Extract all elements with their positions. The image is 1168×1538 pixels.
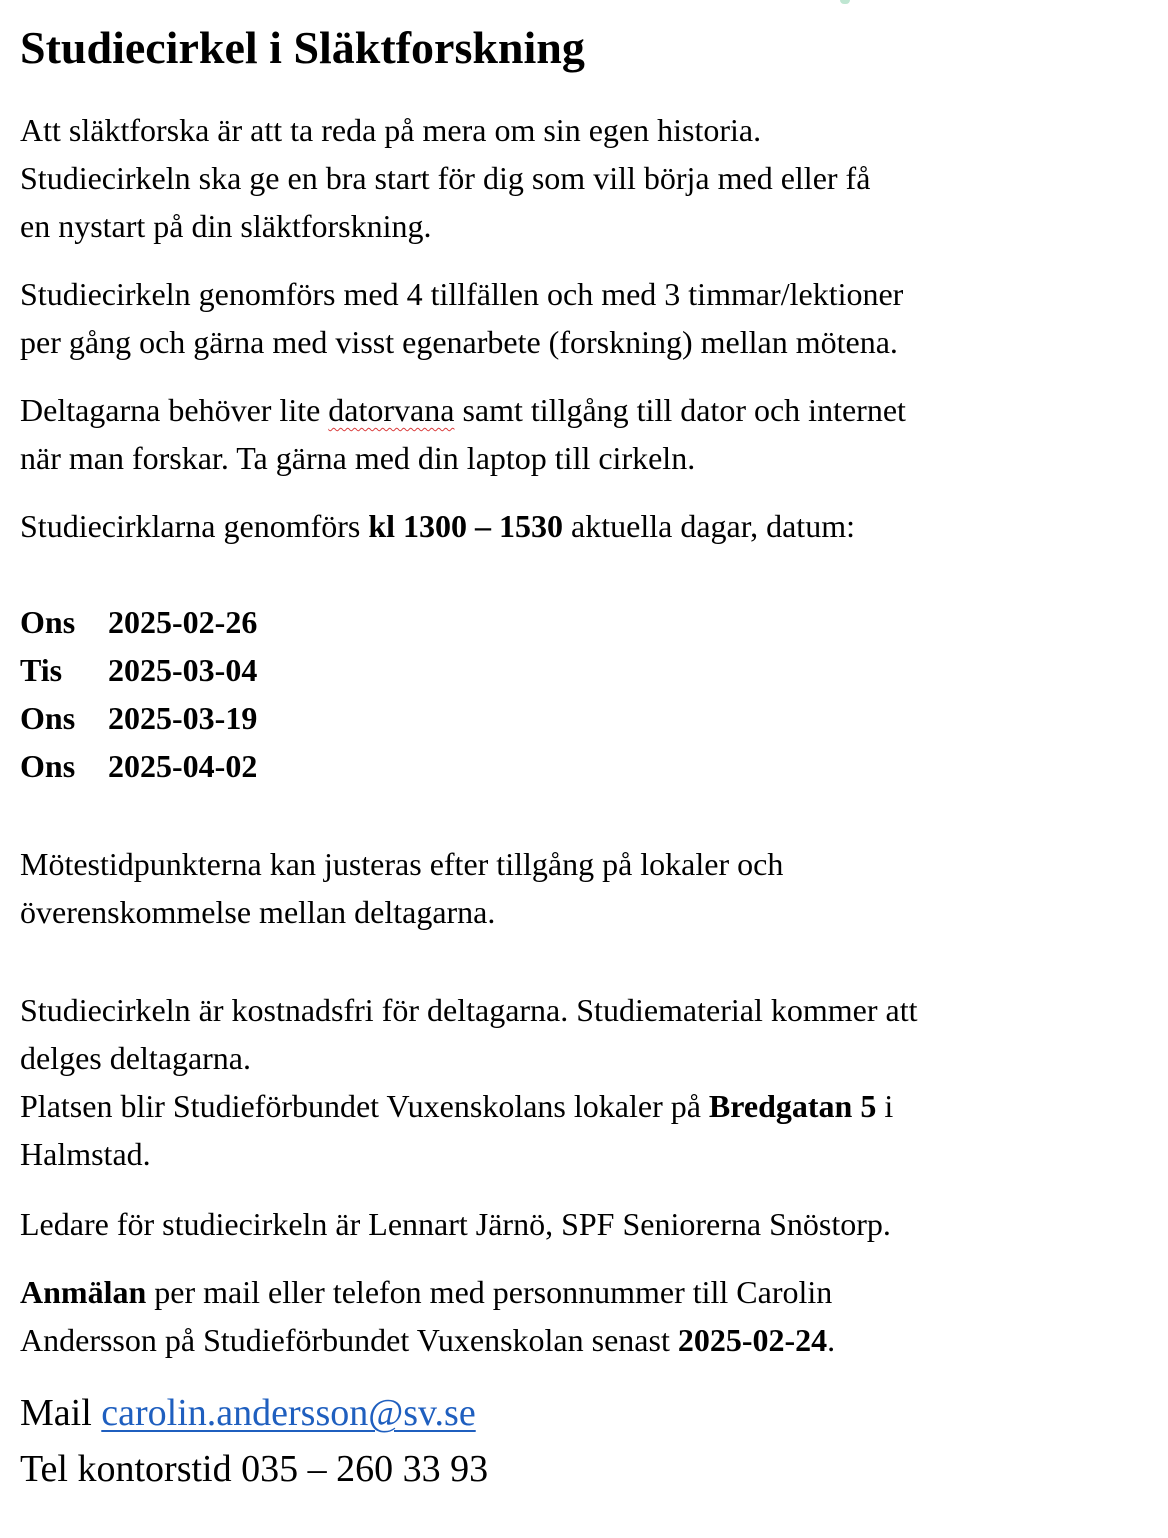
requirements-text-a: Deltagarna behöver lite <box>20 392 329 428</box>
date-value: 2025-02-26 <box>108 604 258 640</box>
signup-line-1 <box>20 1268 835 1316</box>
signup-text-c: . <box>827 1322 836 1358</box>
date-row <box>20 694 257 742</box>
contact-block <box>20 1385 488 1497</box>
signup-text-a: per mail eller telefon med personnummer till Carolin <box>146 1274 833 1310</box>
requirements-paragraph <box>20 386 906 482</box>
intro-line-3: en nystart på din släktforskning. <box>20 208 432 244</box>
date-value: 2025-04-02 <box>108 748 258 784</box>
adjust-paragraph <box>20 840 783 936</box>
date-list <box>20 598 257 790</box>
date-day: Tis <box>20 652 63 688</box>
format-line-1: Studiecirkeln genomförs med 4 tillfällen och med 3 timmar/lektioner <box>20 276 904 312</box>
location-text-b: i <box>876 1088 894 1124</box>
location-address: Bredgatan 5 <box>708 1088 877 1124</box>
date-row <box>20 742 257 790</box>
signup-paragraph <box>20 1268 835 1364</box>
corner-decoration <box>840 0 850 4</box>
date-value: 2025-03-19 <box>108 700 258 736</box>
cost-line-3 <box>20 1082 917 1130</box>
schedule-paragraph <box>20 502 855 550</box>
requirements-line-2: när man forskar. Ta gärna med din laptop till cirkeln. <box>20 440 696 476</box>
requirements-text-b: samt tillgång till dator och internet <box>454 392 906 428</box>
location-text-a: Platsen blir Studieförbundet Vuxenskolans lokaler på <box>20 1088 709 1124</box>
schedule-text-b: aktuella dagar, datum: <box>563 508 855 544</box>
signup-label: Anmälan <box>20 1274 147 1310</box>
schedule-time: kl 1300 – 1530 <box>368 508 564 544</box>
date-day: Ons <box>20 700 76 736</box>
page-title: Studiecirkel i Släktforskning <box>20 22 585 73</box>
cost-line-1: Studiecirkeln är kostnadsfri för deltagarna. Studiematerial kommer att <box>20 992 918 1028</box>
leader-paragraph: Ledare för studiecirkeln är Lennart Järnö, SPF Seniorerna Snöstorp. <box>20 1206 891 1242</box>
requirements-line-1 <box>20 386 906 434</box>
mail-line <box>20 1385 488 1441</box>
format-paragraph <box>20 270 903 366</box>
signup-text-b: Andersson på Studieförbundet Vuxenskolan senast <box>20 1322 678 1358</box>
phone-line: Tel kontorstid 035 – 260 33 93 <box>20 1448 489 1490</box>
cost-line-2: delges deltagarna. <box>20 1040 251 1076</box>
schedule-text-a: Studiecirklarna genomförs <box>20 508 369 544</box>
cost-line-4: Halmstad. <box>20 1136 151 1172</box>
cost-paragraph <box>20 986 917 1178</box>
date-value: 2025-03-04 <box>108 652 258 688</box>
date-day: Ons <box>20 604 76 640</box>
email-link[interactable]: carolin.andersson@sv.se <box>101 1392 476 1434</box>
intro-paragraph <box>20 106 870 250</box>
signup-deadline: 2025-02-24 <box>677 1322 828 1358</box>
adjust-line-2: överenskommelse mellan deltagarna. <box>20 894 496 930</box>
intro-line-1: Att släktforska är att ta reda på mera om sin egen historia. <box>20 112 762 148</box>
mail-label: Mail <box>20 1392 102 1434</box>
date-day: Ons <box>20 748 76 784</box>
format-line-2: per gång och gärna med visst egenarbete (forskning) mellan mötena. <box>20 324 898 360</box>
signup-line-2 <box>20 1316 835 1364</box>
adjust-line-1: Mötestidpunkterna kan justeras efter tillgång på lokaler och <box>20 846 784 882</box>
date-row <box>20 646 257 694</box>
intro-line-2: Studiecirkeln ska ge en bra start för dig som vill börja med eller få <box>20 160 871 196</box>
date-row <box>20 598 257 646</box>
spellcheck-word[interactable]: datorvana <box>328 392 455 428</box>
